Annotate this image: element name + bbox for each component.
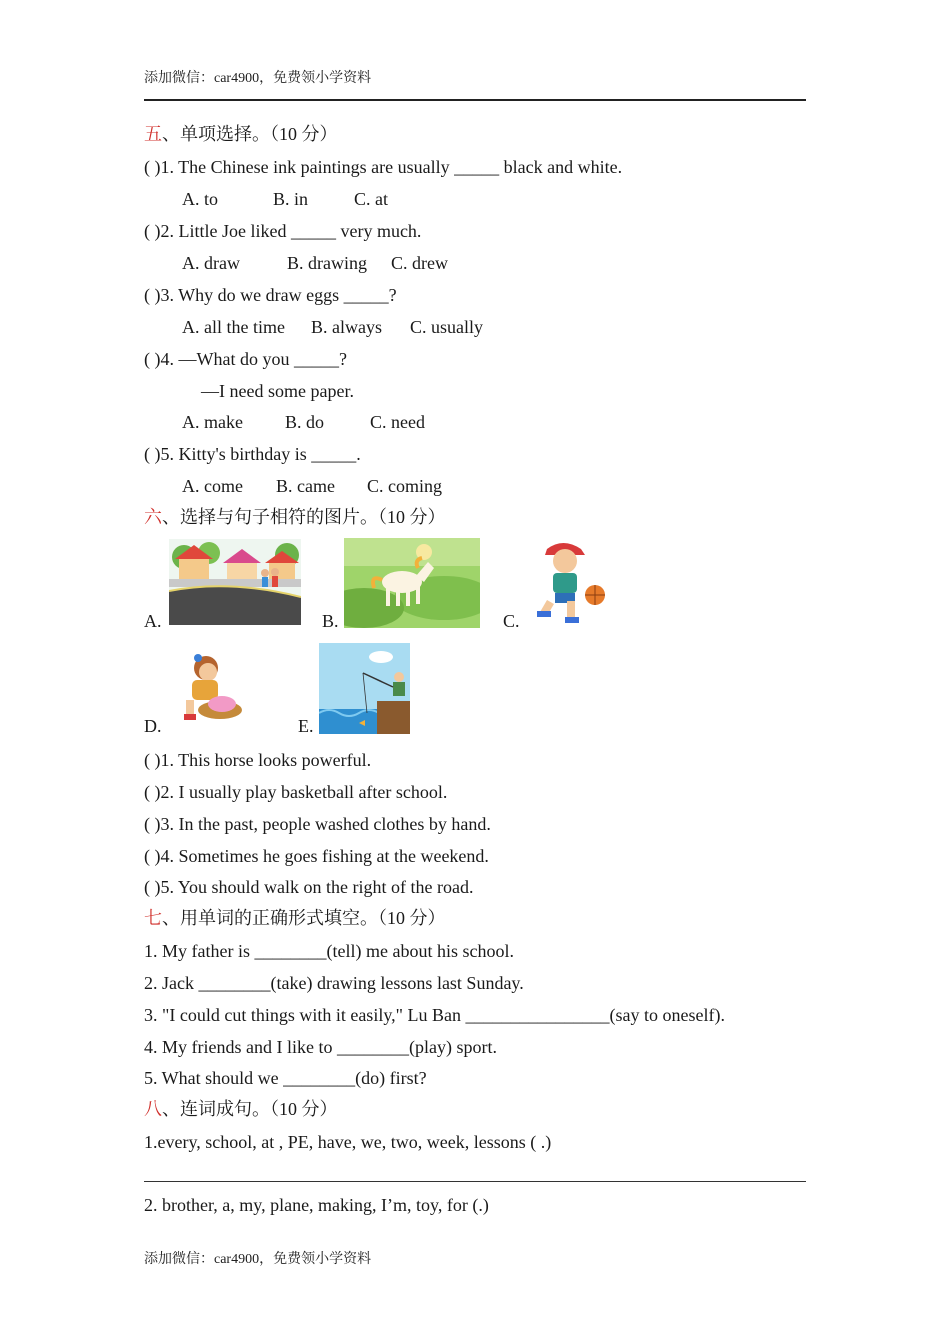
fill-item-3: 3. "I could cut things with it easily," Lu Ban ________________(say to oneself). (144, 1005, 725, 1025)
section-5-title (144, 122, 338, 146)
section-6-number: 六 (144, 507, 162, 527)
picture-label-a: A. (144, 611, 162, 631)
option-a: A. all the time (182, 317, 285, 337)
option-a: A. draw (182, 253, 240, 273)
picture-label-b: B. (322, 611, 339, 631)
picture-label-d: D. (144, 716, 162, 736)
option-c: C. at (354, 189, 388, 209)
question-1: ( )1. The Chinese ink paintings are usually _____ black and white. (144, 157, 623, 177)
option-c: C. usually (410, 317, 484, 337)
section-7-title-text: 、用单词的正确形式填空。（10 分） (162, 908, 446, 928)
option-a: A. to (182, 189, 218, 209)
option-c: C. need (370, 412, 425, 432)
fill-item-1: 1. My father is ________(tell) me about his school. (144, 941, 514, 961)
match-item-2: ( )2. I usually play basketball after school. (144, 782, 448, 802)
question-4-response: —I need some paper. (201, 381, 354, 401)
section-8-number: 八 (144, 1099, 162, 1119)
horse-picture (344, 538, 480, 628)
match-item-4: ( )4. Sometimes he goes fishing at the weekend. (144, 846, 489, 866)
question-5: ( )5. Kitty's birthday is _____. (144, 444, 361, 464)
fill-item-2: 2. Jack ________(take) drawing lessons last Sunday. (144, 973, 524, 993)
street-picture (169, 539, 301, 625)
option-a: A. make (182, 412, 243, 432)
order-item-2: 2. brother, a, my, plane, making, I’m, toy, for (.) (144, 1195, 489, 1215)
section-7-title (144, 906, 446, 930)
question-3-options (182, 315, 483, 339)
header-rule (144, 99, 806, 101)
section-8-title (144, 1097, 338, 1121)
picture-label-e: E. (298, 716, 314, 736)
picture-label-c: C. (503, 611, 520, 631)
option-b: B. came (276, 476, 335, 496)
option-b: B. do (285, 412, 325, 432)
section-8-title-text: 、连词成句。（10 分） (162, 1099, 338, 1119)
question-1-options (182, 187, 388, 211)
question-2: ( )2. Little Joe liked _____ very much. (144, 221, 422, 241)
match-item-1: ( )1. This horse looks powerful. (144, 750, 372, 770)
question-4-options (182, 410, 425, 434)
fishing-picture (319, 643, 410, 734)
option-a: A. come (182, 476, 243, 496)
question-3: ( )3. Why do we draw eggs _____? (144, 285, 397, 305)
question-2-options (182, 251, 448, 275)
question-4: ( )4. —What do you _____? (144, 349, 347, 369)
section-5-number: 五 (144, 124, 162, 144)
footer-note: 添加微信：car4900，免费领小学资料 (144, 1252, 372, 1267)
order-item-1: 1.every, school, at , PE, have, we, two, week, lessons ( .) (144, 1132, 552, 1152)
fill-item-5: 5. What should we ________(do) first? (144, 1068, 427, 1088)
section-7-number: 七 (144, 908, 162, 928)
option-b: B. always (311, 317, 382, 337)
girl-washing-picture (176, 650, 246, 724)
option-c: C. drew (391, 253, 448, 273)
option-b: B. in (273, 189, 309, 209)
question-5-options (182, 474, 442, 498)
section-6-title-text: 、选择与句子相符的图片。（10 分） (162, 507, 446, 527)
answer-line (144, 1181, 806, 1182)
option-b: B. drawing (287, 253, 367, 273)
option-c: C. coming (367, 476, 442, 496)
section-5-title-text: 、单项选择。（10 分） (162, 124, 338, 144)
match-item-3: ( )3. In the past, people washed clothes by hand. (144, 814, 491, 834)
match-item-5: ( )5. You should walk on the right of the road. (144, 877, 474, 897)
section-6-title (144, 505, 446, 529)
header-note: 添加微信：car4900，免费领小学资料 (144, 71, 372, 86)
fill-item-4: 4. My friends and I like to ________(play) sport. (144, 1037, 497, 1057)
basketball-boy-picture (529, 539, 609, 625)
